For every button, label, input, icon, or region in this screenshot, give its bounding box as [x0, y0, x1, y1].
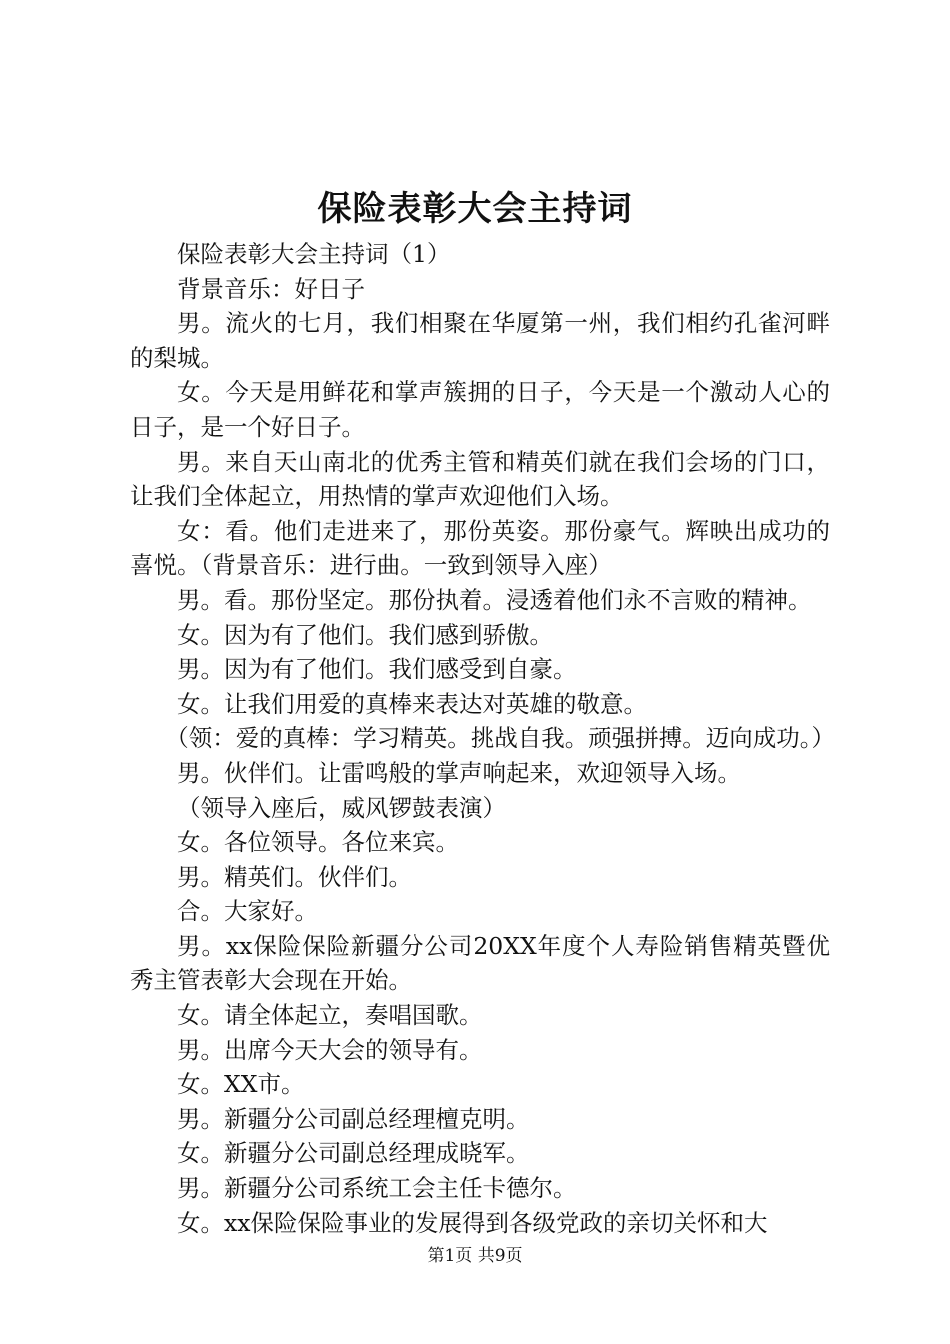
paragraph: 女。请全体起立，奏唱国歌。	[177, 1001, 483, 1030]
paragraph: 男。流火的七月，我们相聚在华厦第一州，我们相约孔雀河畔的梨城。	[130, 309, 830, 372]
paragraph: （领：爱的真棒：学习精英。挑战自我。顽强拼搏。迈向成功。）	[165, 724, 835, 753]
paragraph: 女。XX市。	[177, 1070, 305, 1099]
document-body	[130, 237, 835, 1240]
page-number-footer: 第1页 共9页	[427, 1246, 523, 1266]
paragraph: 女：看。他们走进来了，那份英姿。那份豪气。辉映出成功的喜悦。（背景音乐：进行曲。一致到领导入座）	[130, 516, 830, 580]
paragraph: 男。xx保险保险新疆分公司20XX年度个人寿险销售精英暨优秀主管表彰大会现在开始。	[130, 931, 830, 995]
paragraph: 男。新疆分公司副总经理檀克明。	[177, 1104, 530, 1133]
paragraph: 女。今天是用鲜花和掌声簇拥的日子，今天是一个激动人心的日子，是一个好日子。	[130, 378, 830, 441]
paragraph: 男。精英们。伙伴们。	[177, 862, 412, 891]
paragraph: 背景音乐：好日子	[177, 274, 365, 303]
paragraph: 男。因为有了他们。我们感受到自豪。	[177, 655, 577, 684]
paragraph: （领导入座后，威风锣鼓表演）	[177, 793, 506, 822]
paragraph: 女。xx保险保险事业的发展得到各级党政的亲切关怀和大	[177, 1208, 768, 1237]
document-title: 保险表彰大会主持词	[317, 189, 633, 229]
paragraph: 女。各位领导。各位来宾。	[177, 828, 459, 857]
paragraph: 男。看。那份坚定。那份执着。浸透着他们永不言败的精神。	[177, 585, 812, 614]
paragraph: 男。伙伴们。让雷鸣般的掌声响起来，欢迎领导入场。	[177, 758, 741, 787]
paragraph: 女。让我们用爱的真棒来表达对英雄的敬意。	[177, 689, 647, 718]
paragraph: 女。新疆分公司副总经理成晓军。	[177, 1139, 530, 1168]
paragraph: 女。因为有了他们。我们感到骄傲。	[177, 620, 553, 649]
paragraph: 男。来自天山南北的优秀主管和精英们就在我们会场的门口，让我们全体起立，用热情的掌声欢迎他们入场。	[130, 447, 830, 511]
paragraph: 男。新疆分公司系统工会主任卡德尔。	[177, 1174, 577, 1203]
paragraph: 男。出席今天大会的领导有。	[177, 1035, 483, 1064]
paragraph: 合。大家好。	[177, 897, 318, 926]
paragraph: 保险表彰大会主持词（1）	[177, 240, 451, 268]
